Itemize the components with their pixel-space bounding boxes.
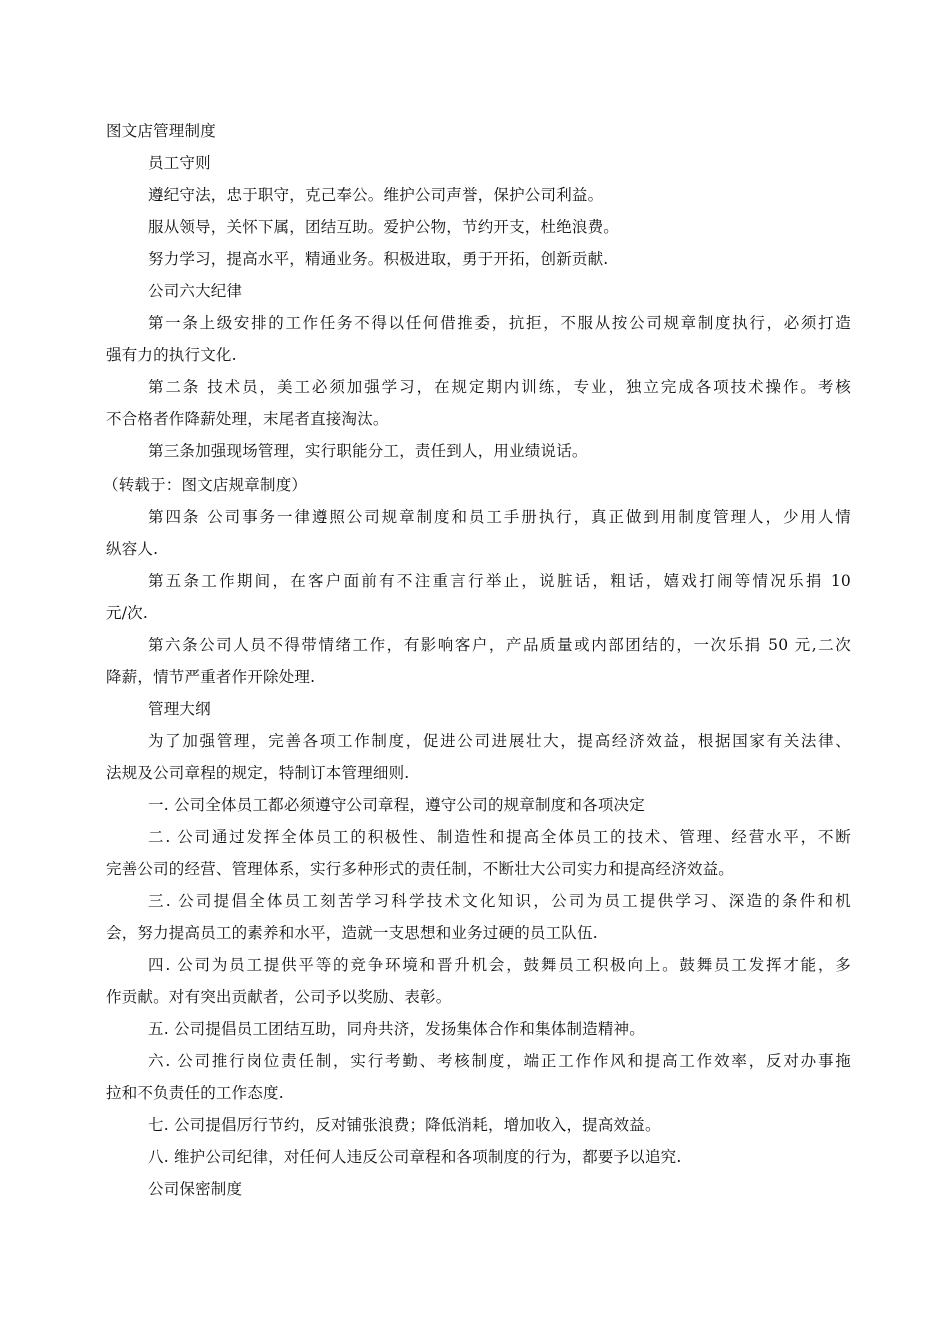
paragraph-line: 强有力的执行文化. xyxy=(106,346,237,364)
paragraph-line: 完善公司的经营、管理体系，实行多种形式的责任制，不断壮大公司实力和提高经济效益。 xyxy=(106,860,735,878)
paragraph-line: 纵容人. xyxy=(106,540,159,558)
paragraph-line: 第五条工作期间，在客户面前有不注重言行举止，说脏话，粗话，嬉戏打闹等情况乐捐 10 xyxy=(148,572,851,590)
paragraph-line: 一. 公司全体员工都必须遵守公司章程，遵守公司的规章制度和各项决定 xyxy=(148,796,645,814)
section-heading: 公司六大纪律 xyxy=(148,282,243,300)
paragraph-line: 第三条加强现场管理，实行职能分工，责任到人，用业绩说话。 xyxy=(148,442,588,460)
paragraph-line: 降薪，情节严重者作开除处理. xyxy=(106,668,316,686)
section-heading: 管理大纲 xyxy=(148,700,211,718)
paragraph-line: 七. 公司提倡厉行节约，反对铺张浪费；降低消耗，增加收入，提高效益。 xyxy=(148,1116,661,1134)
paragraph-line: 会，努力提高员工的素养和水平，造就一支思想和业务过硬的员工队伍. xyxy=(106,924,598,942)
paragraph-line: 遵纪守法，忠于职守，克己奉公。维护公司声誉，保护公司利益。 xyxy=(148,186,604,204)
source-note: （转载于：图文店规章制度） xyxy=(103,476,308,494)
section-heading: 公司保密制度 xyxy=(148,1180,243,1198)
paragraph-line: 作贡献。对有突出贡献者，公司予以奖励、表彰。 xyxy=(106,988,452,1006)
paragraph-line: 努力学习，提高水平，精通业务。积极进取，勇于开拓，创新贡献. xyxy=(148,250,609,268)
paragraph-line: 法规及公司章程的规定，特制订本管理细则. xyxy=(106,764,410,782)
paragraph-line: 第六条公司人员不得带情绪工作，有影响客户，产品质量或内部团结的，一次乐捐 50 元,二次 xyxy=(148,636,851,654)
paragraph-line: 元/次. xyxy=(106,604,148,622)
paragraph-line: 三. 公司提倡全体员工刻苦学习科学技术文化知识，公司为员工提供学习、深造的条件和机 xyxy=(148,892,851,910)
paragraph-line: 第二条 技术员，美工必须加强学习，在规定期内训练，专业，独立完成各项技术操作。考核 xyxy=(148,378,851,396)
document-title: 图文店管理制度 xyxy=(106,122,216,140)
paragraph-line: 四. 公司为员工提供平等的竞争环境和晋升机会，鼓舞员工积极向上。鼓舞员工发挥才能，多 xyxy=(148,956,851,974)
paragraph-line: 六. 公司推行岗位责任制，实行考勤、考核制度，端正工作作风和提高工作效率，反对办事拖 xyxy=(148,1052,851,1070)
paragraph-line: 第一条上级安排的工作任务不得以任何借推委，抗拒，不服从按公司规章制度执行，必须打造 xyxy=(148,314,851,332)
paragraph-line: 八. 维护公司纪律，对任何人违反公司章程和各项制度的行为，都要予以追究. xyxy=(148,1148,682,1166)
paragraph-line: 不合格者作降薪处理，末尾者直接淘汰。 xyxy=(106,410,389,428)
paragraph-line: 为了加强管理，完善各项工作制度，促进公司进展壮大，提高经济效益，根据国家有关法律、 xyxy=(148,732,851,750)
paragraph-line: 第四条 公司事务一律遵照公司规章制度和员工手册执行，真正做到用制度管理人，少用人情 xyxy=(148,508,851,526)
paragraph-line: 服从领导，关怀下属，团结互助。爱护公物，节约开支，杜绝浪费。 xyxy=(148,218,620,236)
paragraph-line: 二. 公司通过发挥全体员工的积极性、制造性和提高全体员工的技术、管理、经营水平，不断 xyxy=(148,828,851,846)
paragraph-line: 拉和不负责任的工作态度. xyxy=(106,1084,284,1102)
paragraph-line: 五. 公司提倡员工团结互助，同舟共济，发扬集体合作和集体制造精神。 xyxy=(148,1020,645,1038)
section-heading: 员工守则 xyxy=(148,154,211,172)
